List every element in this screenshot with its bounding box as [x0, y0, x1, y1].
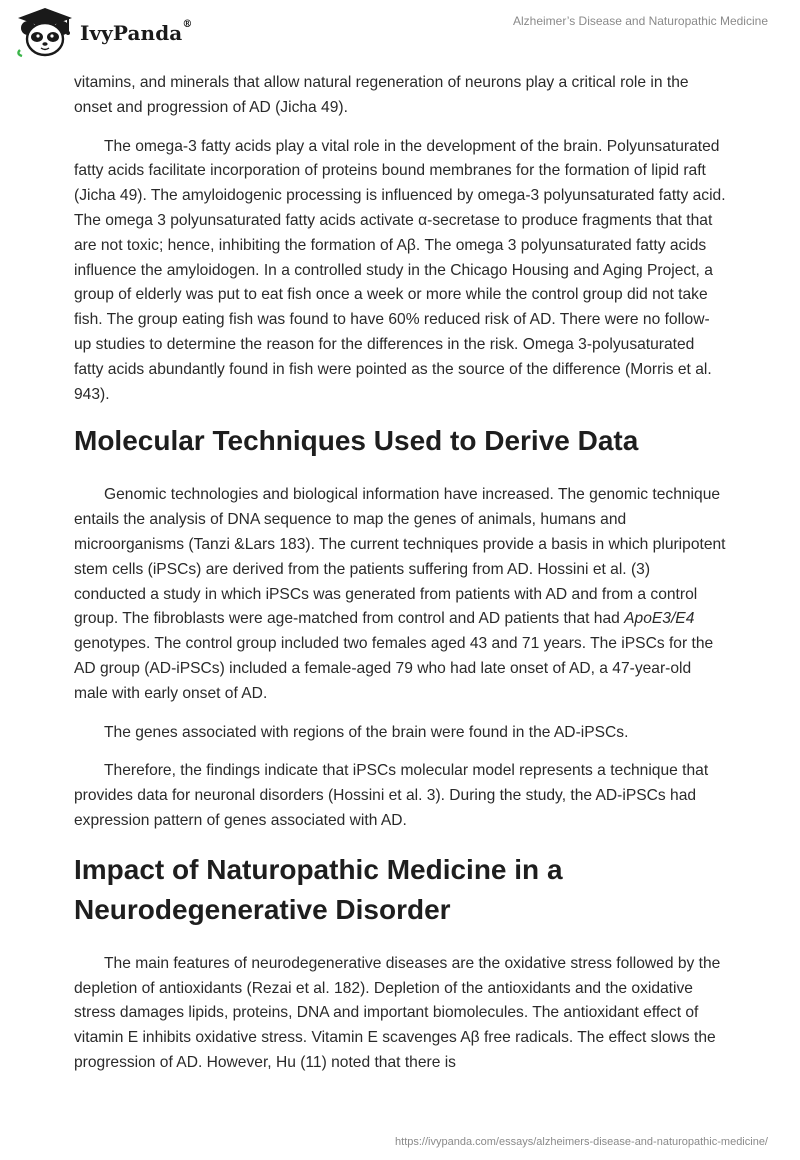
- page-header: [0, 0, 800, 70]
- document-title: Alzheimer’s Disease and Naturopathic Medicine: [512, 14, 768, 28]
- ivypanda-logo[interactable]: [14, 6, 192, 58]
- paragraph-1: vitamins, and minerals that allow natural regeneration of neurons play a critical role in the onset and progression of AD (Jicha 49).: [74, 74, 689, 116]
- paragraph-6: The main features of neurodegenerative diseases are the oxidative stress followed by the depletion of antioxidants (Rezai et al. 182). Depletion of the antioxidants and the oxidative stress damages lipids, proteins, DNA and important biomolecules. The antioxidant effect of vitamin E inhibits oxidative stress. Vitamin E scavenges Aβ free radicals. The effect slows the progression of AD. However, Hu (11) noted that there is: [74, 954, 721, 1071]
- paragraph-3-part-a: Genomic technologies and biological information have increased. The genomic technique entails the analysis of DNA sequence to map the genes of animals, humans and microorganisms (Tanzi &Lars 183). The current techniques provide a basis in which pluripotent stem cells (iPSCs) are derived from the patients suffering from AD. Hossini et al. (3) conducted a study in which iPSCs was generated from patients with AD and from a control group. The fibroblasts were age-matched from control and AD patients that had: [74, 486, 726, 628]
- source-url[interactable]: https://ivypanda.com/essays/alzheimers-disease-and-naturopathic-medicine/: [395, 1136, 768, 1148]
- heading-molecular-techniques: Molecular Techniques Used to Derive Data: [74, 425, 639, 457]
- paragraph-3: [74, 483, 726, 706]
- paragraph-3-part-b: genotypes. The control group included two females aged 43 and 71 years. The iPSCs for the AD group (AD-iPSCs) included a female-aged 79 who had late onset of AD, a 47-year-old male with early onset of AD.: [74, 635, 714, 702]
- brand-name: [80, 21, 192, 45]
- paragraph-5: Therefore, the findings indicate that iPSCs molecular model represents a technique that provides data for neuronal disorders (Hossini et al. 3). During the study, the AD-iPSCs had expression pattern of genes associated with AD.: [74, 762, 709, 829]
- paragraph-4: The genes associated with regions of the brain were found in the AD-iPSCs.: [104, 723, 629, 741]
- paragraph-2: The omega-3 fatty acids play a vital role in the development of the brain. Polyunsaturated fatty acids facilitate incorporation of proteins bound membranes for the formation of lipid raft (Jicha 49). The amyloidogenic processing is influenced by omega-3 polyunsaturated fatty acid. The omega 3 polyunsaturated fatty acids activate α-secretase to produce fragments that that are not toxic; hence, inhibiting the formation of Aβ. The omega 3 polyunsaturated fatty acids influence the amyloidogen. In a controlled study in the Chicago Housing and Aging Project, a group of elderly was put to eat fish once a week or more while the control group did not take fish. The group eating fish was found to have 60% reduced risk of AD. There were no follow-up studies to determine the reason for the differences in the risk. Omega 3-polyusaturated fatty acids abundantly found in fish were pointed as the source of the difference (Morris et al. 943).: [74, 137, 726, 403]
- heading-naturopathic-impact: Impact of Naturopathic Medicine in a Neurodegenerative Disorder: [74, 853, 563, 925]
- registered-mark: ®: [182, 19, 193, 30]
- panda-graduate-icon: [14, 6, 76, 58]
- brand-label: IvyPanda: [80, 21, 183, 45]
- genotype-italic: ApoE3/E4: [624, 610, 695, 628]
- essay-body: [74, 71, 726, 1076]
